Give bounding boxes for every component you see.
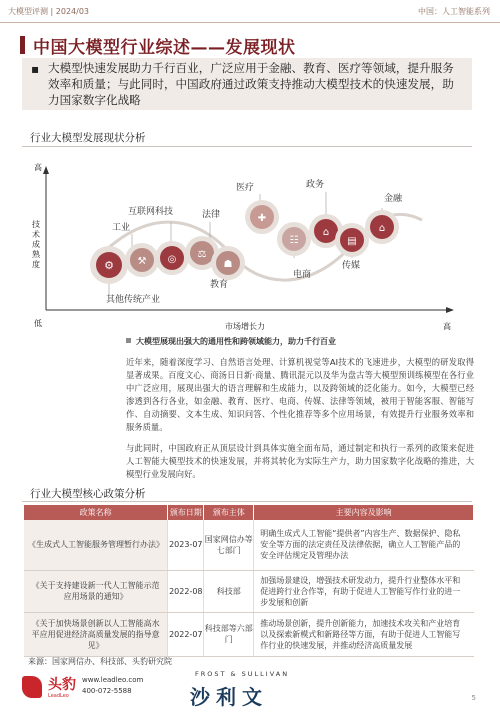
frost-sullivan-brand: FROST & SULLIVAN xyxy=(195,670,290,678)
page-number: 5 xyxy=(471,694,476,702)
node-label-law: 法律 xyxy=(202,210,221,220)
leopard-logo-icon xyxy=(22,676,42,698)
section-divider xyxy=(22,146,472,147)
y-axis-arrow xyxy=(43,166,49,174)
node-label-medical: 医疗 xyxy=(236,183,255,193)
node-internet xyxy=(155,241,189,275)
summary-text: 大模型快速发展助力千行百业，广泛应用于金融、教育、医疗等领域，提升服务效率和质量；与此同时，中国政府通过政策支持推动大模型技术的快速发展，助力国家数字化战略 xyxy=(48,61,454,107)
policy-date: 2022-08 xyxy=(168,570,204,612)
chart-svg xyxy=(22,150,472,330)
top-bar xyxy=(0,0,500,24)
analysis-paragraph-2: 与此同时，中国政府正从顶层设计到具体实施全面布局，通过制定和执行一系列的政策来促进人工智能大模型技术的快速发展，并将其转化为实际生产力，助力国家数字化战略的推进，大模型行业发展向好。 xyxy=(126,443,474,480)
robot-arm-icon: ⚒ xyxy=(137,256,147,267)
node-label-other: 其他传统产业 xyxy=(106,295,161,305)
analysis-paragraph-1: 近年来，随着深度学习、自然语言处理、计算机视觉等AI技术的飞速进步，大模型的研发取得显著成果。百度文心、商汤日日新·商量、腾讯混元以及华为盘古等大模型预训练模型在各行业中广泛应用，展现出强大的语言理解和生成能力，以及跨领域的泛化能力。如今，大模型已经渗透到各行各业，如金融、教育、医疗、电商、传媒、法律等领域，被用于智能客服、智能写作、自动摘要、文本生成、知识问答、个性化推荐等多个应用场景，有效提升行业服务效率和服务质量。 xyxy=(126,357,474,433)
policy-name: 《关于加快场景创新以人工智能高水平应用促进经济高质量发展的指导意见》 xyxy=(24,612,168,656)
node-label-finance: 金融 xyxy=(384,194,403,204)
policy-name: 《关于支持建设新一代人工智能示范应用场景的通知》 xyxy=(24,570,168,612)
title-accent-bar xyxy=(20,36,25,54)
table-header-row xyxy=(24,505,474,520)
policy-issuer: 国家网信办等七部门 xyxy=(204,520,254,570)
source-note: 来源：国家网信办、科技部、头豹研究院 xyxy=(28,657,172,666)
node-label-media: 传媒 xyxy=(342,261,361,271)
report-header-left: 大模型评测 | 2024/03 xyxy=(8,7,90,16)
report-header-right: 中国：人工智能系列 xyxy=(418,7,490,16)
gears-icon: ⚙ xyxy=(104,259,114,272)
hospital-icon: ✚ xyxy=(257,213,267,224)
summary-box xyxy=(22,58,472,110)
node-education xyxy=(211,246,245,280)
x-axis-arrow xyxy=(446,307,454,313)
table-row xyxy=(24,570,474,612)
page-title-block xyxy=(20,34,296,56)
node-ecommerce xyxy=(277,222,311,256)
node-finance xyxy=(365,210,399,244)
section-title-policy: 行业大模型核心政策分析 xyxy=(30,488,146,500)
shopping-cart-icon: ☷ xyxy=(289,235,299,246)
node-label-industry: 工业 xyxy=(112,223,131,233)
table-header: 主要内容及影响 xyxy=(254,505,474,520)
node-other-traditional xyxy=(90,246,128,284)
logo-english: LeadLeo xyxy=(48,693,69,699)
caption-bullet-icon xyxy=(126,338,131,343)
header-divider xyxy=(0,22,500,23)
table-header: 政策名称 xyxy=(24,505,168,520)
node-label-ecommerce: 电商 xyxy=(293,270,312,280)
node-label-education: 教育 xyxy=(210,280,229,290)
frost-sullivan-logo: 沙利文 xyxy=(190,685,268,709)
section-divider xyxy=(22,501,472,502)
table-row xyxy=(24,612,474,656)
chart-caption: 大模型展现出强大的通用性和跨领域能力，助力千行百业 xyxy=(136,337,336,346)
footer-website: www.leadleo.com xyxy=(82,676,144,684)
policy-description: 加强场景建设，增强技术研发动力，提升行业整体水平和促进跨行业合作等，有助于促进人工智能写作行业的进一步发展和创新 xyxy=(254,570,474,612)
newspaper-icon: ▤ xyxy=(347,236,357,247)
section-title-development: 行业大模型发展现状分析 xyxy=(30,132,146,144)
policy-date: 2023-07 xyxy=(168,520,204,570)
table-header: 颁布日期 xyxy=(168,505,204,520)
x-axis-title: 市场增长力 xyxy=(225,322,265,331)
y-axis-low-label: 低 xyxy=(34,319,42,328)
node-medical xyxy=(245,200,279,234)
policy-name: 《生成式人工智能服务管理暂行办法》 xyxy=(24,520,168,570)
table-row xyxy=(24,520,474,570)
bank-icon: ⌂ xyxy=(378,223,386,234)
policy-issuer: 科技部等六部门 xyxy=(204,612,254,656)
scales-icon: ⚖ xyxy=(197,249,207,260)
government-icon: ⌂ xyxy=(322,227,330,238)
industry-maturity-chart xyxy=(22,150,472,330)
leadleo-logo xyxy=(22,674,142,704)
node-label-government: 政务 xyxy=(306,180,325,190)
summary-bullet-icon: ▪ xyxy=(31,62,40,76)
table-header: 颁布主体 xyxy=(204,505,254,520)
node-media xyxy=(335,223,369,257)
policy-description: 推动场景创新，提升创新能力，加速技术攻关和产业培育以及探索新模式和新路径等方面，有助于促进人工智能写作行业的快速发展，并推动经济高质量发展 xyxy=(254,612,474,656)
globe-icon: ◎ xyxy=(167,254,177,265)
x-axis-high-label: 高 xyxy=(443,322,451,331)
policy-date: 2022-07 xyxy=(168,612,204,656)
policy-description: 明确生成式人工智能“提供者”内容生产、数据保护、隐私安全等方面的法定责任及法律依据，确立人工智能产品的安全评估规定及管理办法 xyxy=(254,520,474,570)
logo-name: 头豹 xyxy=(48,677,76,693)
policy-table xyxy=(24,505,474,657)
node-industry xyxy=(125,243,159,277)
page-title: 中国大模型行业综述——发展现状 xyxy=(33,37,296,58)
teacher-icon: ☗ xyxy=(223,259,233,270)
node-label-internet: 互联网科技 xyxy=(128,207,174,217)
policy-issuer: 科技部 xyxy=(204,570,254,612)
y-axis-title: 技术成熟度 xyxy=(32,220,40,269)
footer-phone: 400-072-5588 xyxy=(82,687,132,695)
y-axis-high-label: 高 xyxy=(34,163,42,172)
